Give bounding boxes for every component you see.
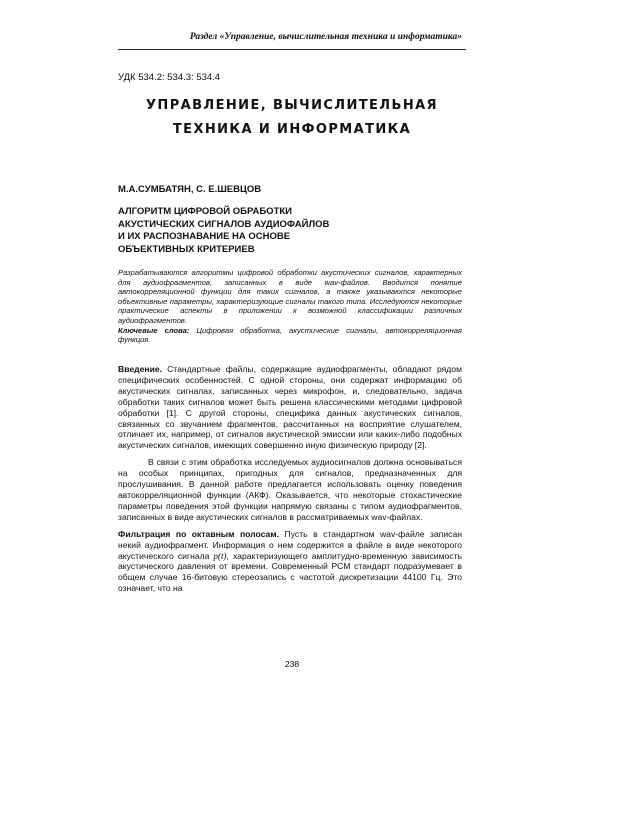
article-body [118, 364, 462, 600]
keywords [118, 326, 462, 345]
header-rule [118, 49, 466, 50]
keywords-list: Цифровая обработка, акустические сигналы, автокорреляционная функция. [118, 325, 462, 345]
paragraph-approach: В связи с этим обработка исследуемых аудиосигналов должна основываться на особых принципах, пригодных для сигналов, предназначенных для прослушивания. В данной работе предлагается использовать оценку поведения автокорреляционной функции (АКФ). Оказывается, что некоторые стохастические параметры поведения этой функции напрямую связаны с типом аудиофрагментов, записанных в виде акустических сигналов в рассматриваемых wav-файлах. [118, 457, 462, 522]
introduction-text: Стандартные файлы, содержащие аудиофрагменты, обладают рядом специфических особенностей. С одной стороны, они содержат информацию об акустических сигналах, записанных через микрофон, и, следовательно, задача обработки таких сигналов может быть решена классическими методами цифровой обработки [1]. С другой стороны, специфика данных акустических сигналов, связанных со звучанием фрагментов, рассчитанных на восприятие слушателем, отличает их, например, от сигналов акустической эмиссии или каких-либо подобных акустических сигналов, имеющих совершенно иную физическую природу [2]. [118, 364, 462, 451]
octave-filtering-heading: Фильтрация по октавным полосам. [118, 528, 280, 539]
authors: М.А.СУМБАТЯН, С. Е.ШЕВЦОВ [118, 184, 262, 195]
article-title [118, 206, 466, 256]
octave-filtering-text-a: Пусть в стандартном wav-файле записан некий аудиофрагмент. Информация о нем содержится в файле в виде некоторого акустического сигнала [118, 528, 463, 561]
keywords-label: Ключевые слова: [118, 325, 190, 335]
abstract [118, 268, 462, 345]
page-number: 238 [284, 659, 300, 669]
introduction-heading: Введение. [118, 364, 163, 374]
abstract-text: Разрабатываются алгоритмы цифровой обработки акустических сигналов, характерных для аудиофрагментов, записанных в виде wav-файлов. Вводится понятие автокорреляционной функции для таких сигналов, а также указываются некоторые объективные параметры, характеризующие сигналы такого типа. Исследуются некоторые практические аспекты в приложении к возможной классификации различных аудиофрагментов. [118, 268, 462, 325]
paragraph-introduction [118, 364, 462, 451]
section-title-line-1: УПРАВЛЕНИЕ, ВЫЧИСЛИТЕЛЬНАЯ [146, 98, 438, 113]
article-title-line: АЛГОРИТМ ЦИФРОВОЙ ОБРАБОТКИ [118, 206, 292, 217]
paragraph-octave-filtering [118, 529, 462, 594]
octave-filtering-text-b: , характеризующего амплитудно-временную зависимость акустического давления от времени. Современный PCM стандарт подразумевает в общем случае 16-битовую стереозапись с частотой дискретизации 44100 Гц. Это означает, что на [118, 550, 462, 594]
section-title-line-2: ТЕХНИКА И ИНФОРМАТИКА [172, 122, 412, 137]
running-header: Раздел «Управление, вычислительная техника и информатика» [189, 32, 462, 42]
article-title-line: И ИХ РАСПОЗНАВАНИЕ НА ОСНОВЕ [118, 231, 291, 243]
article-title-line: АКУСТИЧЕСКИХ СИГНАЛОВ АУДИОФАЙЛОВ [118, 218, 330, 230]
article-title-line: ОБЪЕКТИВНЫХ КРИТЕРИЕВ [118, 243, 255, 255]
formula-p-t: p(t) [213, 550, 227, 561]
udk-code: УДК 534.2: 534.3: 534.4 [118, 72, 221, 83]
